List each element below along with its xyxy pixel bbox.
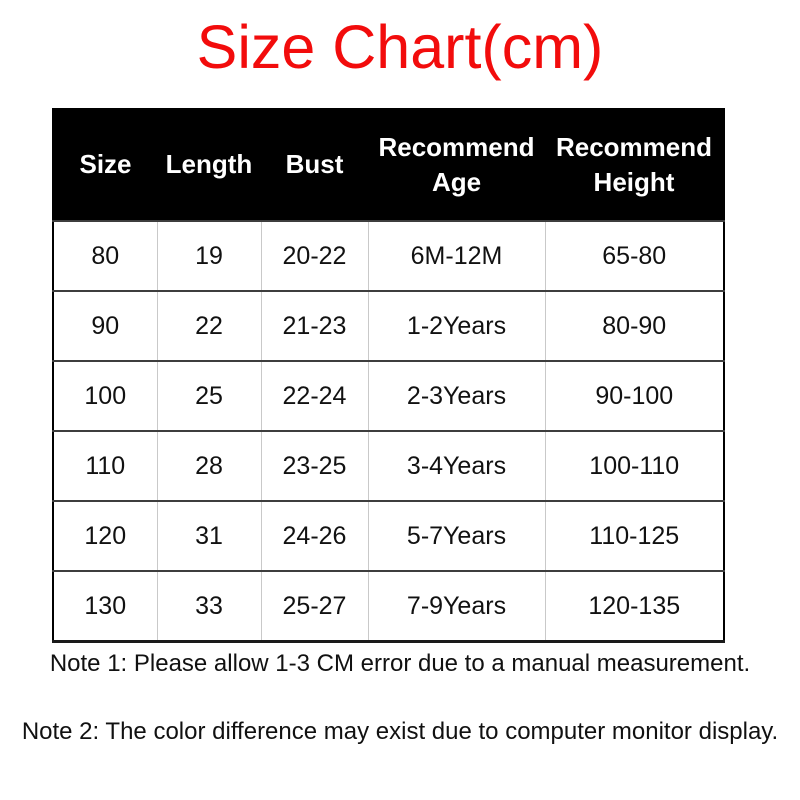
cell-recommend-height: 100-110 [545,431,724,501]
page-title: Size Chart(cm) [196,13,604,81]
cell-recommend-height: 90-100 [545,361,724,431]
column-header-length: Length [157,109,261,221]
column-header-recommend-age: Recommend Age [368,109,545,221]
column-header-recommend-height: Recommend Height [545,109,724,221]
cell-recommend-age: 5-7Years [368,501,545,571]
cell-length: 28 [157,431,261,501]
cell-bust: 23-25 [261,431,368,501]
note-2-text: Note 2: The color difference may exist due to computer monitor display. [21,718,779,745]
cell-size: 110 [53,431,157,501]
cell-recommend-height: 120-135 [545,571,724,642]
column-header-size: Size [53,109,157,221]
cell-length: 33 [157,571,261,642]
cell-size: 120 [53,501,157,571]
column-header-bust: Bust [261,109,368,221]
cell-recommend-age: 2-3Years [368,361,545,431]
cell-bust: 21-23 [261,291,368,361]
cell-recommend-age: 3-4Years [368,431,545,501]
cell-length: 19 [157,221,261,291]
cell-recommend-age: 1-2Years [368,291,545,361]
table-row [53,221,724,291]
cell-recommend-height: 65-80 [545,221,724,291]
cell-size: 90 [53,291,157,361]
cell-bust: 24-26 [261,501,368,571]
table-row [53,501,724,571]
cell-recommend-height: 80-90 [545,291,724,361]
table-row [53,431,724,501]
cell-length: 31 [157,501,261,571]
cell-size: 80 [53,221,157,291]
cell-length: 22 [157,291,261,361]
cell-recommend-age: 7-9Years [368,571,545,642]
cell-length: 25 [157,361,261,431]
table-row [53,571,724,642]
table-row [53,291,724,361]
table-row [53,361,724,431]
header-row [53,109,724,221]
cell-bust: 20-22 [261,221,368,291]
cell-bust: 25-27 [261,571,368,642]
note-1-text: Note 1: Please allow 1-3 CM error due to a manual measurement. [49,650,751,677]
cell-recommend-height: 110-125 [545,501,724,571]
cell-size: 100 [53,361,157,431]
size-chart-table [52,108,725,643]
cell-size: 130 [53,571,157,642]
cell-recommend-age: 6M-12M [368,221,545,291]
cell-bust: 22-24 [261,361,368,431]
